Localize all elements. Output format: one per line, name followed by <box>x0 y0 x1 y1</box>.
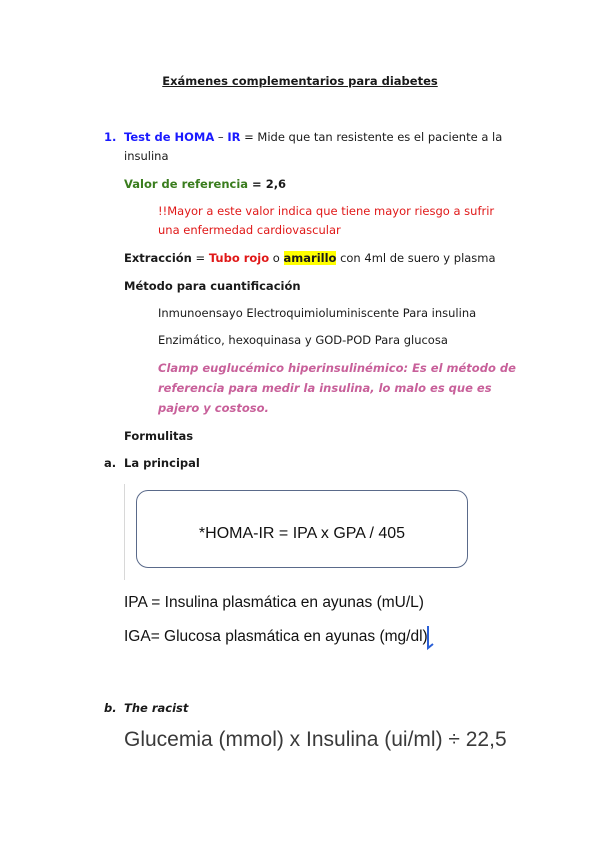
clamp-line-2: referencia para medir la insulina, lo malo es que es <box>158 381 492 395</box>
ipa-definition: IPA = Insulina plasmática en ayunas (mU/L) <box>124 594 424 611</box>
extraction-line <box>124 249 496 267</box>
reference-line <box>124 175 286 193</box>
page-title: Exámenes complementarios para diabetes <box>162 74 438 88</box>
clamp-line-3: pajero y costoso. <box>158 401 269 415</box>
list-a-text: La principal <box>124 456 200 470</box>
item-label-ir: IR <box>227 130 241 144</box>
list-a-label: a. <box>104 456 117 470</box>
extraction-rest: con 4ml de suero y plasma <box>336 251 496 265</box>
method-line-1: Inmunoensayo Electroquimioluminiscente Para insulina <box>158 306 477 320</box>
extraction-or: o <box>269 251 284 265</box>
method-heading: Método para cuantificación <box>124 279 301 293</box>
item-description-cont: insulina <box>124 149 169 163</box>
extraction-label: Extracción <box>124 251 192 265</box>
reference-label: Valor de referencia <box>124 177 249 191</box>
list-b-label: b. <box>104 701 117 715</box>
extraction-tube-red: Tubo rojo <box>208 251 270 265</box>
method-line-2: Enzimático, hexoquinasa y GOD-POD Para glucosa <box>158 333 448 347</box>
formula-image <box>124 484 472 660</box>
item-description: = Mide que tan resistente es el paciente a la <box>240 130 503 144</box>
item-heading <box>124 128 502 146</box>
clamp-line-1: Clamp euglucémico hiperinsulinémico: Es el método de <box>158 361 516 375</box>
item-number <box>104 128 116 146</box>
formulas-heading: Formulitas <box>124 429 194 443</box>
image-edge <box>124 484 125 580</box>
reference-warning-1: !!Mayor a este valor indica que tiene mayor riesgo a sufrir <box>158 204 495 218</box>
racist-formula: Glucemia (mmol) x Insulina (ui/ml) ÷ 22,5 <box>124 728 507 751</box>
item-label-prefix: Test de HOMA <box>124 130 215 144</box>
iga-definition: IGA= Glucosa plasmática en ayunas (mg/dl) <box>124 628 428 645</box>
extraction-tube-yellow: amarillo <box>283 251 337 265</box>
reference-warning-2: una enfermedad cardiovascular <box>158 223 341 237</box>
reference-value: = 2,6 <box>248 177 287 191</box>
homa-formula: *HOMA-IR = IPA x GPA / 405 <box>198 525 406 542</box>
pen-mark-icon <box>423 624 437 652</box>
list-b-text: The racist <box>124 701 189 715</box>
formula-box <box>136 490 468 568</box>
extraction-eq: = <box>191 251 209 265</box>
item-number-text: 1. <box>104 130 117 144</box>
item-dash: – <box>214 130 228 144</box>
